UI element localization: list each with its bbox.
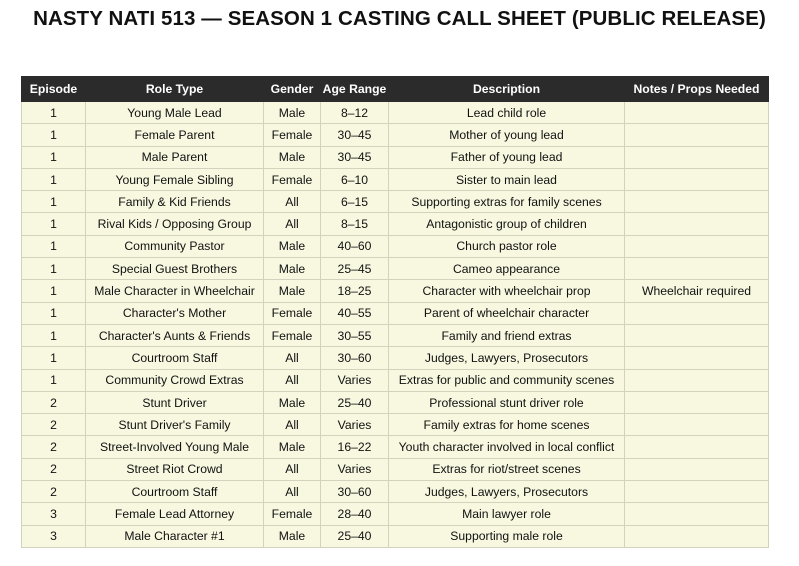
cell-notes — [625, 347, 769, 369]
cell-episode: 1 — [22, 280, 86, 302]
cell-age-range: Varies — [321, 414, 389, 436]
cell-gender: Female — [264, 302, 321, 324]
table-row — [22, 258, 769, 280]
column-header-age-range: Age Range — [321, 77, 389, 102]
cell-description: Cameo appearance — [389, 258, 625, 280]
cell-gender: Female — [264, 503, 321, 525]
table-row — [22, 481, 769, 503]
cell-notes — [625, 481, 769, 503]
table-row — [22, 436, 769, 458]
cell-age-range: 30–55 — [321, 324, 389, 346]
table-row — [22, 525, 769, 547]
cell-gender: Male — [264, 258, 321, 280]
cell-role-type: Male Character #1 — [86, 525, 264, 547]
cell-description: Judges, Lawyers, Prosecutors — [389, 481, 625, 503]
cell-notes — [625, 436, 769, 458]
cell-role-type: Courtroom Staff — [86, 347, 264, 369]
cell-description: Antagonistic group of children — [389, 213, 625, 235]
cell-gender: All — [264, 213, 321, 235]
cell-role-type: Street-Involved Young Male — [86, 436, 264, 458]
table-row — [22, 414, 769, 436]
cell-episode: 1 — [22, 347, 86, 369]
cell-description: Extras for public and community scenes — [389, 369, 625, 391]
cell-notes — [625, 458, 769, 480]
cell-episode: 3 — [22, 503, 86, 525]
cell-notes — [625, 258, 769, 280]
cell-notes — [625, 168, 769, 190]
page-title: NASTY NATI 513 — SEASON 1 CASTING CALL SHEET (PUBLIC RELEASE) — [33, 7, 766, 30]
column-header-role-type: Role Type — [86, 77, 264, 102]
cell-description: Supporting extras for family scenes — [389, 191, 625, 213]
cell-gender: All — [264, 191, 321, 213]
cell-episode: 1 — [22, 124, 86, 146]
cell-role-type: Male Character in Wheelchair — [86, 280, 264, 302]
cell-episode: 1 — [22, 191, 86, 213]
table-row — [22, 168, 769, 190]
cell-description: Youth character involved in local conflict — [389, 436, 625, 458]
cell-description: Mother of young lead — [389, 124, 625, 146]
cell-notes — [625, 503, 769, 525]
cell-episode: 2 — [22, 436, 86, 458]
cell-episode: 2 — [22, 414, 86, 436]
cell-role-type: Community Crowd Extras — [86, 369, 264, 391]
cell-description: Professional stunt driver role — [389, 391, 625, 413]
table-row — [22, 191, 769, 213]
cell-description: Lead child role — [389, 102, 625, 124]
cell-gender: Female — [264, 324, 321, 346]
column-header-notes: Notes / Props Needed — [625, 77, 769, 102]
cell-age-range: 30–60 — [321, 481, 389, 503]
cell-notes — [625, 146, 769, 168]
cell-gender: Male — [264, 102, 321, 124]
cell-gender: All — [264, 481, 321, 503]
cell-notes — [625, 525, 769, 547]
cell-age-range: 25–45 — [321, 258, 389, 280]
table-row — [22, 280, 769, 302]
cell-episode: 3 — [22, 525, 86, 547]
table-row — [22, 213, 769, 235]
cell-gender: Male — [264, 235, 321, 257]
cell-gender: Male — [264, 146, 321, 168]
cell-gender: Male — [264, 391, 321, 413]
cell-episode: 1 — [22, 102, 86, 124]
cell-age-range: Varies — [321, 458, 389, 480]
cell-role-type: Female Parent — [86, 124, 264, 146]
cell-description: Family and friend extras — [389, 324, 625, 346]
cell-description: Church pastor role — [389, 235, 625, 257]
table-row — [22, 302, 769, 324]
cell-notes — [625, 414, 769, 436]
cell-notes — [625, 302, 769, 324]
table-row — [22, 124, 769, 146]
cell-role-type: Stunt Driver — [86, 391, 264, 413]
table-row — [22, 102, 769, 124]
cell-age-range: 30–45 — [321, 124, 389, 146]
table-row — [22, 146, 769, 168]
cell-role-type: Young Male Lead — [86, 102, 264, 124]
cell-gender: All — [264, 347, 321, 369]
cell-gender: Male — [264, 436, 321, 458]
cell-age-range: 16–22 — [321, 436, 389, 458]
cell-role-type: Stunt Driver's Family — [86, 414, 264, 436]
cell-description: Judges, Lawyers, Prosecutors — [389, 347, 625, 369]
cell-age-range: 28–40 — [321, 503, 389, 525]
cell-age-range: 30–60 — [321, 347, 389, 369]
table-body — [22, 102, 769, 548]
column-header-gender: Gender — [264, 77, 321, 102]
cell-age-range: 18–25 — [321, 280, 389, 302]
table-row — [22, 369, 769, 391]
cell-role-type: Character's Aunts & Friends — [86, 324, 264, 346]
cell-notes — [625, 369, 769, 391]
cell-notes — [625, 124, 769, 146]
cell-episode: 2 — [22, 481, 86, 503]
cell-role-type: Courtroom Staff — [86, 481, 264, 503]
cell-episode: 1 — [22, 235, 86, 257]
cell-role-type: Female Lead Attorney — [86, 503, 264, 525]
cell-description: Parent of wheelchair character — [389, 302, 625, 324]
cell-episode: 1 — [22, 168, 86, 190]
cell-gender: All — [264, 414, 321, 436]
cell-role-type: Character's Mother — [86, 302, 264, 324]
cell-age-range: 8–12 — [321, 102, 389, 124]
cell-age-range: 40–55 — [321, 302, 389, 324]
cell-episode: 1 — [22, 302, 86, 324]
cell-age-range: 25–40 — [321, 391, 389, 413]
cell-gender: Male — [264, 280, 321, 302]
cell-age-range: 40–60 — [321, 235, 389, 257]
cell-episode: 2 — [22, 458, 86, 480]
cell-role-type: Rival Kids / Opposing Group — [86, 213, 264, 235]
cell-notes: Wheelchair required — [625, 280, 769, 302]
table-row — [22, 324, 769, 346]
cell-episode: 2 — [22, 391, 86, 413]
cell-notes — [625, 324, 769, 346]
cell-description: Sister to main lead — [389, 168, 625, 190]
cell-notes — [625, 191, 769, 213]
table-row — [22, 347, 769, 369]
cell-gender: All — [264, 369, 321, 391]
cell-role-type: Male Parent — [86, 146, 264, 168]
column-header-description: Description — [389, 77, 625, 102]
cell-episode: 1 — [22, 213, 86, 235]
cell-age-range: Varies — [321, 369, 389, 391]
cell-role-type: Family & Kid Friends — [86, 191, 264, 213]
cell-gender: Female — [264, 168, 321, 190]
cell-notes — [625, 213, 769, 235]
cell-description: Main lawyer role — [389, 503, 625, 525]
table-row — [22, 503, 769, 525]
cell-notes — [625, 102, 769, 124]
table-row — [22, 235, 769, 257]
cell-description: Father of young lead — [389, 146, 625, 168]
table-row — [22, 391, 769, 413]
cell-description: Character with wheelchair prop — [389, 280, 625, 302]
cell-age-range: 25–40 — [321, 525, 389, 547]
cell-episode: 1 — [22, 369, 86, 391]
cell-age-range: 6–15 — [321, 191, 389, 213]
table-row — [22, 458, 769, 480]
cell-gender: Male — [264, 525, 321, 547]
cell-episode: 1 — [22, 258, 86, 280]
cell-description: Supporting male role — [389, 525, 625, 547]
cell-age-range: 8–15 — [321, 213, 389, 235]
cell-description: Extras for riot/street scenes — [389, 458, 625, 480]
cell-notes — [625, 235, 769, 257]
column-header-episode: Episode — [22, 77, 86, 102]
cell-gender: Female — [264, 124, 321, 146]
casting-table — [21, 76, 769, 548]
cell-role-type: Street Riot Crowd — [86, 458, 264, 480]
cell-episode: 1 — [22, 146, 86, 168]
table-header-row — [22, 77, 769, 102]
cell-age-range: 30–45 — [321, 146, 389, 168]
cell-episode: 1 — [22, 324, 86, 346]
cell-role-type: Community Pastor — [86, 235, 264, 257]
cell-age-range: 6–10 — [321, 168, 389, 190]
cell-gender: All — [264, 458, 321, 480]
cell-role-type: Young Female Sibling — [86, 168, 264, 190]
cell-role-type: Special Guest Brothers — [86, 258, 264, 280]
cell-description: Family extras for home scenes — [389, 414, 625, 436]
cell-notes — [625, 391, 769, 413]
